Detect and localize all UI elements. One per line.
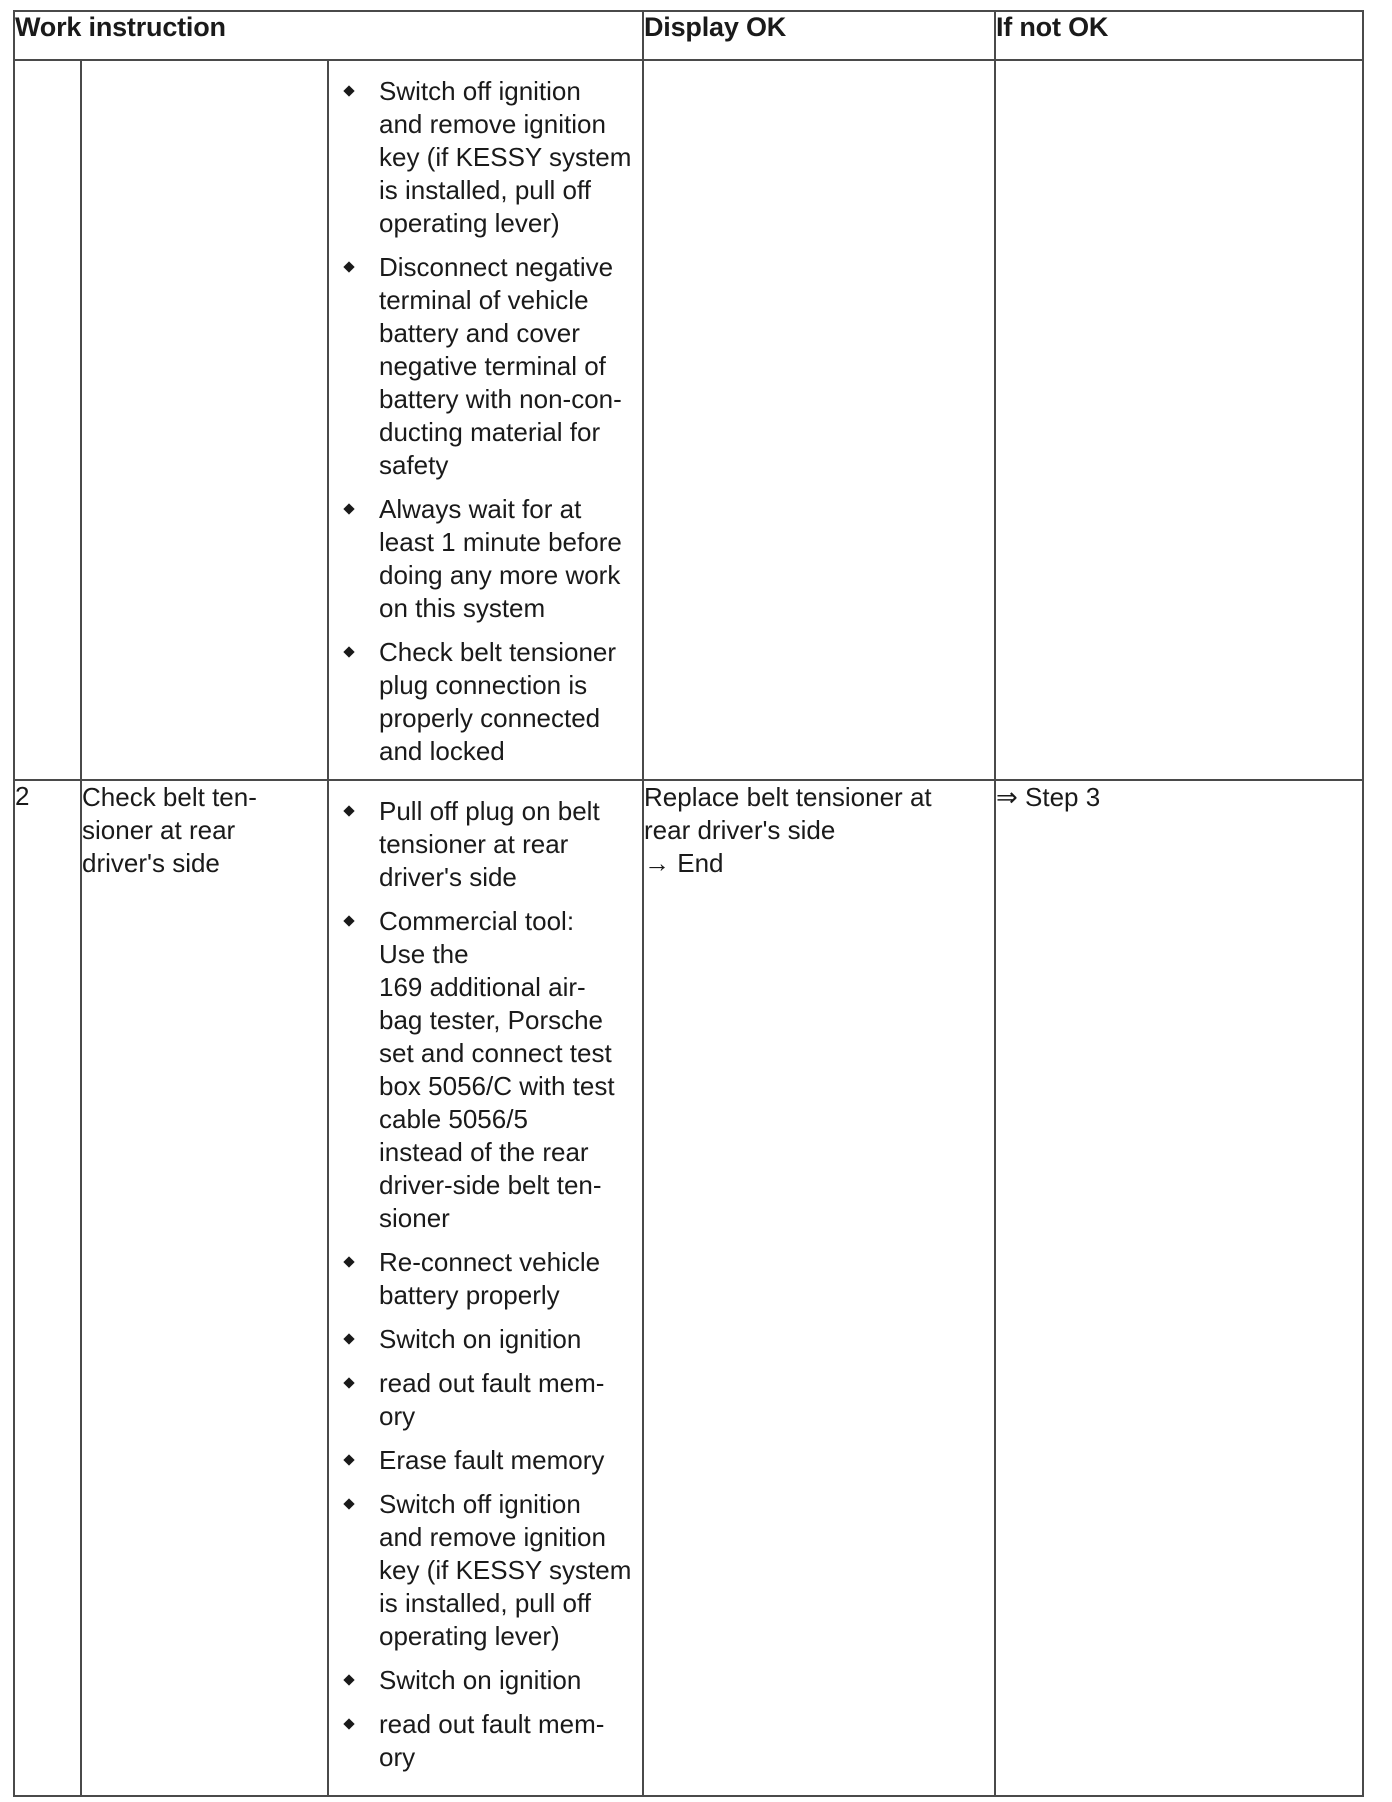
table-row — [14, 780, 1363, 1796]
diamond-bullet-icon — [343, 1718, 354, 1729]
list-item — [345, 75, 632, 240]
if-not-ok-cell — [995, 60, 1363, 780]
diamond-bullet-icon — [343, 85, 354, 96]
instruction-text: Erase fault memory — [379, 1445, 605, 1475]
list-item — [345, 493, 632, 625]
if-not-ok-cell: ⇒ Step 3 — [995, 780, 1363, 1796]
diamond-bullet-icon — [343, 1674, 354, 1685]
instruction-text: Switch on ignition — [379, 1324, 582, 1354]
list-item — [345, 1664, 632, 1697]
display-ok-cell: Replace belt tensioner at rear driver's side → End — [643, 780, 995, 1796]
step-title — [81, 60, 328, 780]
instruction-text: read out fault mem- ory — [379, 1709, 605, 1772]
instruction-text: Switch on ignition — [379, 1665, 582, 1695]
diamond-bullet-icon — [343, 503, 354, 514]
diamond-bullet-icon — [343, 805, 354, 816]
instruction-text: Check belt tensioner plug connection is properly connected and locked — [379, 637, 617, 766]
diamond-bullet-icon — [343, 1256, 354, 1267]
header-display-ok: Display OK — [643, 11, 995, 60]
instruction-list — [329, 61, 642, 768]
diamond-bullet-icon — [343, 1377, 354, 1388]
instruction-text: read out fault mem- ory — [379, 1368, 605, 1431]
instruction-text: Pull off plug on belt tensioner at rear driver's side — [379, 796, 600, 892]
list-item — [345, 636, 632, 768]
instruction-text: Switch off ignition and remove ignition key (if KESSY system is installed, pull off operating lever) — [379, 1489, 632, 1651]
list-item — [345, 1367, 632, 1433]
list-item — [345, 1444, 632, 1477]
list-item — [345, 251, 632, 482]
diamond-bullet-icon — [343, 646, 354, 657]
diamond-bullet-icon — [343, 1498, 354, 1509]
table-row — [14, 60, 1363, 780]
instruction-text: Switch off ignition and remove ignition key (if KESSY system is installed, pull off operating lever) — [379, 76, 632, 238]
step-title: Check belt ten- sioner at rear driver's side — [81, 780, 328, 1796]
diamond-bullet-icon — [343, 1454, 354, 1465]
diamond-bullet-icon — [343, 915, 354, 926]
list-item — [345, 1488, 632, 1653]
step-number: 2 — [14, 780, 81, 1796]
instruction-list — [329, 781, 642, 1774]
header-row — [14, 11, 1363, 60]
instructions-cell — [328, 60, 643, 780]
header-work-instruction: Work instruction — [14, 11, 643, 60]
list-item — [345, 905, 632, 1235]
step-number — [14, 60, 81, 780]
header-if-not-ok: If not OK — [995, 11, 1363, 60]
list-item — [345, 1323, 632, 1356]
diamond-bullet-icon — [343, 261, 354, 272]
list-item — [345, 1246, 632, 1312]
list-item — [345, 1708, 632, 1774]
instruction-text: Disconnect negative terminal of vehicle battery and cover negative terminal of battery with non-con- ducting material for safety — [379, 252, 622, 480]
instruction-text: Commercial tool: Use the 169 additional air- bag tester, Porsche set and connect test box 5056/C with test cable 5056/5 instead of the rear driver-side belt ten- sioner — [379, 906, 615, 1233]
instruction-text: Re-connect vehicle battery properly — [379, 1247, 601, 1310]
display-ok-cell — [643, 60, 995, 780]
list-item — [345, 795, 632, 894]
work-instruction-table — [13, 10, 1364, 1797]
diamond-bullet-icon — [343, 1333, 354, 1344]
instructions-cell — [328, 780, 643, 1796]
instruction-text: Always wait for at least 1 minute before doing any more work on this system — [379, 494, 622, 623]
